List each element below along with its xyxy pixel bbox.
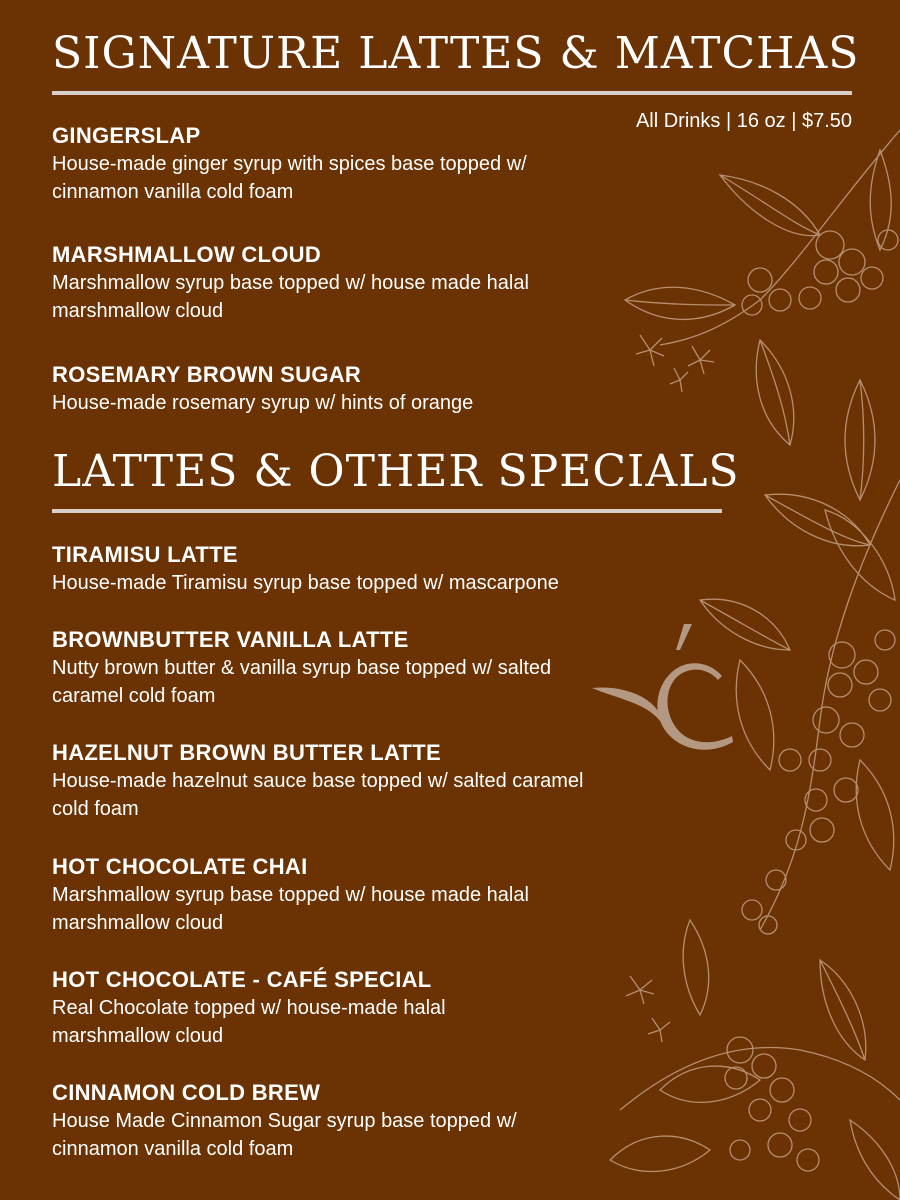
item-name: CINNAMON COLD BREW (52, 1080, 321, 1105)
item-description: Nutty brown butter & vanilla syrup base topped w/ salted caramel cold foam (52, 657, 552, 707)
menu-item (52, 541, 612, 597)
price-note: All Drinks | 16 oz | $7.50 (635, 110, 852, 132)
menu-item (52, 853, 592, 937)
item-description: House-made ginger syrup with spices base topped w/ cinnamon vanilla cold foam (52, 153, 527, 203)
section-title-signature: SIGNATURE LATTES & MATCHAS (52, 28, 860, 79)
item-name: TIRAMISU LATTE (52, 542, 238, 567)
section-divider (52, 509, 722, 513)
item-name: HAZELNUT BROWN BUTTER LATTE (52, 740, 441, 765)
item-name: HOT CHOCOLATE CHAI (52, 854, 308, 879)
item-description: Marshmallow syrup base topped w/ house made halal marshmallow cloud (52, 272, 529, 322)
item-description: House-made rosemary syrup w/ hints of orange (52, 392, 474, 414)
item-description: House Made Cinnamon Sugar syrup base topped w/ cinnamon vanilla cold foam (52, 1110, 517, 1160)
cafe-logo-icon (592, 618, 742, 758)
item-name: GINGERSLAP (52, 123, 201, 148)
item-description: House-made Tiramisu syrup base topped w/ mascarpone (52, 572, 559, 594)
item-description: Marshmallow syrup base topped w/ house made halal marshmallow cloud (52, 884, 529, 934)
menu-item (52, 739, 612, 823)
menu-item (52, 122, 612, 206)
item-description: Real Chocolate topped w/ house-made halal marshmallow cloud (52, 997, 446, 1047)
item-name: ROSEMARY BROWN SUGAR (52, 362, 362, 387)
section-title-specials: LATTES & OTHER SPECIALS (52, 446, 740, 497)
menu-item (52, 626, 592, 710)
menu-item (52, 361, 612, 417)
item-description: House-made hazelnut sauce base topped w/ salted caramel cold foam (52, 770, 584, 820)
menu-item (52, 1079, 592, 1163)
item-name: MARSHMALLOW CLOUD (52, 242, 322, 267)
section-divider (52, 91, 852, 95)
item-name: BROWNBUTTER VANILLA LATTE (52, 627, 409, 652)
menu-item (52, 966, 552, 1050)
menu-item (52, 241, 612, 325)
item-name: HOT CHOCOLATE - CAFÉ SPECIAL (52, 967, 432, 992)
